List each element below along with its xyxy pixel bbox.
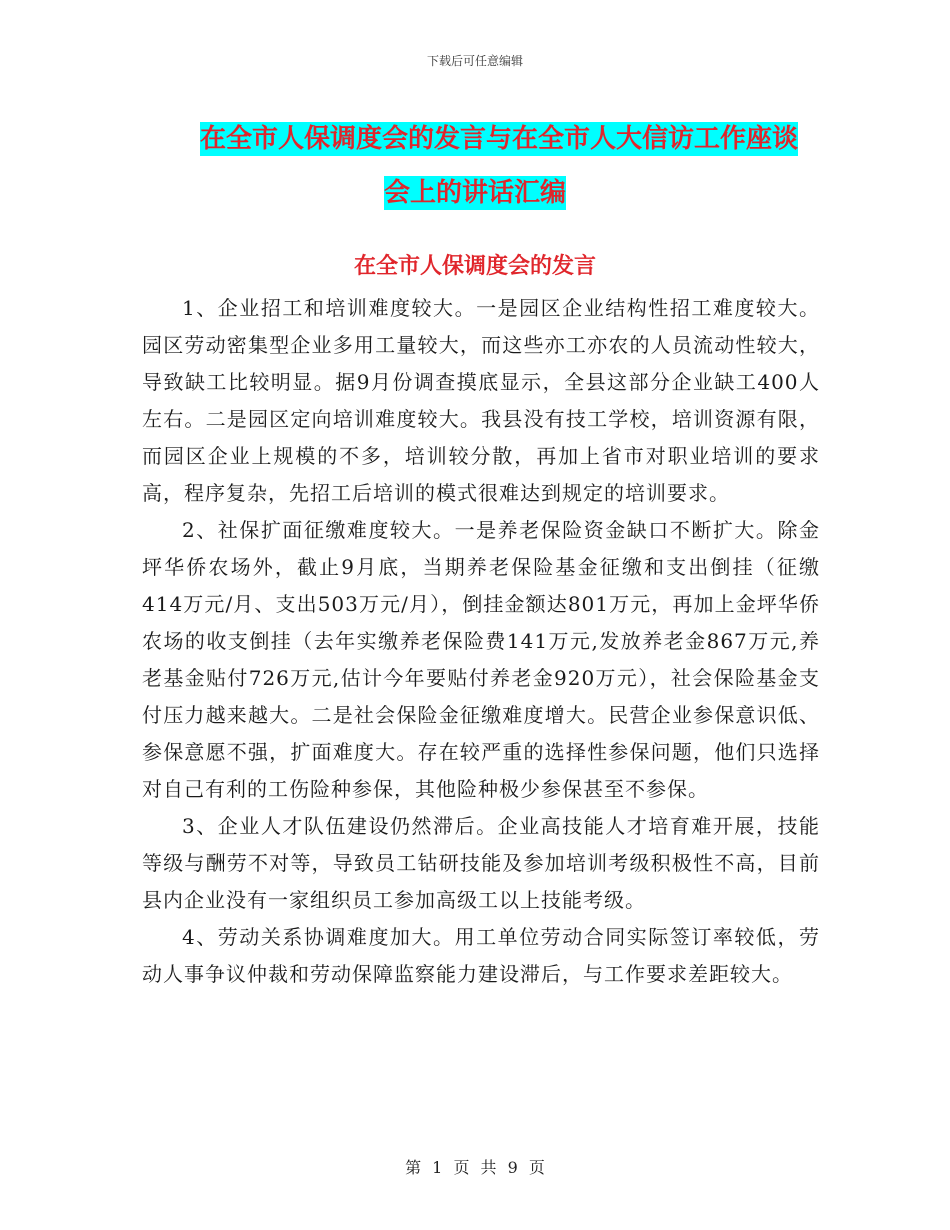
section-title: 在全市人保调度会的发言: [353, 254, 596, 279]
paragraph-4: 4、劳动关系协调难度加大。用工单位劳动合同实际签订率较低，劳动人事争议仲裁和劳动保障监察能力建设滞后，与工作要求差距较大。: [142, 925, 820, 986]
body-text: [142, 290, 820, 993]
document-title: [0, 112, 950, 220]
title-line-2: 会上的讲话汇编: [383, 178, 566, 208]
paragraph-2: 2、社保扩面征缴难度较大。一是养老保险资金缺口不断扩大。除金坪华侨农场外，截止9月底，当期养老保险基金征缴和支出倒挂（征缴414万元/月、支出503万元/月），倒挂金额达801万元，再加上金坪华侨农场的收支倒挂（去年实缴养老保险费141万元,发放养老金867万元,养老基金贴付726万元,估计今年要贴付养老金920万元），社会保险基金支付压力越来越大。二是社会保险金征缴难度增大。民营企业参保意识低、参保意愿不强，扩面难度大。存在较严重的选择性参保问题，他们只选择对自己有利的工伤险种参保，其他险种极少参保甚至不参保。: [142, 518, 820, 801]
page-footer: 第 1 页 共 9 页: [405, 1158, 545, 1177]
header-note: 下载后可任意编辑: [426, 54, 523, 68]
title-line-1: 在全市人保调度会的发言与在全市人大信访工作座谈: [199, 124, 798, 154]
paragraph-1: 1、企业招工和培训难度较大。一是园区企业结构性招工难度较大。园区劳动密集型企业多用工量较大，而这些亦工亦农的人员流动性较大，导致缺工比较明显。据9月份调查摸底显示，全县这部分企业缺工400人左右。二是园区定向培训难度较大。我县没有技工学校，培训资源有限，而园区企业上规模的不多，培训较分散，再加上省市对职业培训的要求高，程序复杂，先招工后培训的模式很难达到规定的培训要求。: [142, 296, 820, 505]
paragraph-3: 3、企业人才队伍建设仍然滞后。企业高技能人才培育难开展，技能等级与酬劳不对等，导致员工钻研技能及参加培训考级积极性不高，目前县内企业没有一家组织员工参加高级工以上技能考级。: [142, 814, 820, 912]
